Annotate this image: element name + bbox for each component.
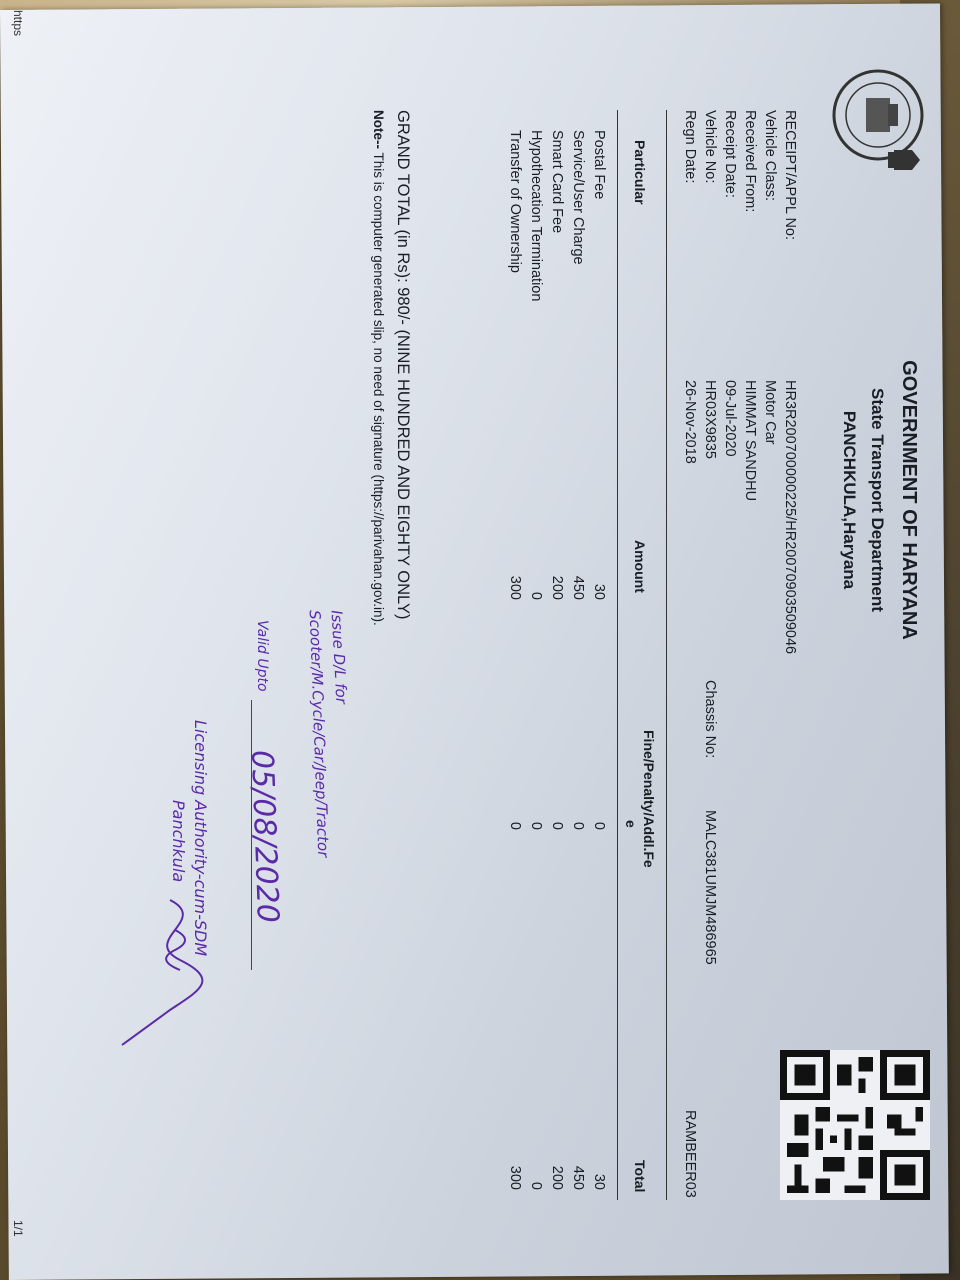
handwritten-valid-date: 05/08/2020 bbox=[243, 749, 286, 924]
cell-total: 300 bbox=[507, 1165, 523, 1190]
label-receipt-date: Receipt Date: bbox=[722, 110, 738, 198]
grand-total: GRAND TOTAL (in Rs): 980/- (NINE HUNDRED AND EIGHTY ONLY) bbox=[394, 110, 412, 620]
cell-particular: Service/User Charge bbox=[570, 130, 586, 265]
cell-total: 30 bbox=[591, 1173, 607, 1190]
footer-url: https bbox=[11, 10, 25, 37]
label-chassis-no: Chassis No: bbox=[702, 680, 718, 759]
page-number: 1/1 bbox=[11, 1220, 25, 1237]
cell-total: 200 bbox=[549, 1165, 565, 1190]
department-name: State Transport Department bbox=[868, 388, 887, 612]
cell-fine: 0 bbox=[507, 821, 523, 830]
cell-fine: 0 bbox=[570, 821, 586, 830]
handwritten-vehicle-types: Scooter/M.Cycle/Car/Jeep/Tractor bbox=[305, 609, 333, 858]
cell-particular: Postal Fee bbox=[591, 130, 607, 200]
cell-particular: Transfer of Ownership bbox=[507, 130, 523, 273]
label-receipt-appl-no: RECEIPT/APPL No: bbox=[782, 110, 798, 241]
handwritten-issue-line: Issue D/L for bbox=[327, 609, 351, 705]
qr-code-icon bbox=[780, 1050, 930, 1200]
cell-fine: 0 bbox=[528, 821, 544, 830]
cell-fine: 0 bbox=[549, 821, 565, 830]
cell-amount: 450 bbox=[570, 575, 586, 600]
value-receipt-date: 09-Jul-2020 bbox=[722, 380, 738, 457]
signature-scribble bbox=[120, 890, 230, 1050]
cell-fine: 0 bbox=[591, 821, 607, 830]
note-prefix: Note-- bbox=[371, 110, 386, 149]
cell-amount: 30 bbox=[591, 583, 607, 600]
note-text: This is computer generated slip, no need of signature (https://parivahan.gov.in). bbox=[371, 149, 386, 626]
cell-total: 0 bbox=[528, 1181, 544, 1190]
footnote bbox=[371, 110, 386, 626]
handwritten-valid-label: Valid Upto bbox=[254, 620, 270, 692]
column-header-total: Total bbox=[632, 1160, 648, 1193]
label-regn-date: Regn Date: bbox=[682, 110, 698, 184]
handwritten-authority-place: Panchkula bbox=[169, 800, 188, 883]
value-vehicle-class: Motor Car bbox=[762, 380, 778, 445]
operator-id: RAMBEER03 bbox=[682, 1110, 698, 1198]
label-received-from: Received From: bbox=[742, 110, 758, 213]
value-regn-date: 26-Nov-2018 bbox=[682, 380, 698, 464]
cell-amount: 0 bbox=[528, 591, 544, 600]
value-received-from: HIMMAT SANDHU bbox=[742, 380, 758, 502]
table-header-rule bbox=[617, 110, 618, 1200]
label-vehicle-no: Vehicle No: bbox=[702, 110, 718, 184]
cell-amount: 200 bbox=[549, 575, 565, 600]
column-header-fine-wrap: e bbox=[623, 820, 639, 828]
cell-total: 450 bbox=[570, 1165, 586, 1190]
cell-particular: Smart Card Fee bbox=[549, 130, 565, 234]
table-top-rule bbox=[666, 110, 667, 1200]
page-title: GOVERNMENT OF HARYANA bbox=[898, 360, 920, 640]
value-receipt-appl-no: HR3R200700000225/HR20070903509046 bbox=[782, 380, 798, 655]
office-location: PANCHKULA,Haryana bbox=[840, 410, 859, 590]
column-header-particular: Particular bbox=[632, 140, 648, 205]
cell-particular: Hypothecation Termination bbox=[528, 130, 544, 302]
label-vehicle-class: Vehicle Class: bbox=[762, 110, 778, 202]
column-header-fine: Fine/Penalty/Addl.Fe bbox=[641, 730, 657, 868]
cell-amount: 300 bbox=[507, 575, 523, 600]
value-chassis-no: MALC381UMJM486965 bbox=[702, 810, 718, 965]
handwritten-authority-title: Licensing Authority-cum-SDM bbox=[191, 720, 210, 957]
column-header-amount: Amount bbox=[632, 540, 648, 593]
value-vehicle-no: HR03X9835 bbox=[702, 380, 718, 459]
